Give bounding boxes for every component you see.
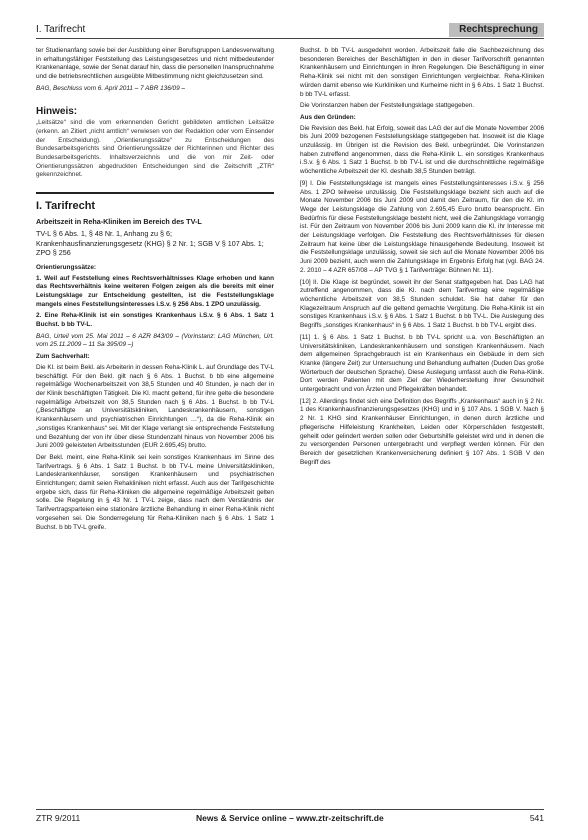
header-section-label: I. Tarifrecht [36, 24, 86, 35]
header-rule [36, 38, 544, 39]
hint-text: „Leitsätze“ sind die vom erkennenden Gericht gebildeten amtlichen Leitsätze (erkenn. an Zitiert „nicht amtlich“ verwiesen von der Redaktion oder vom Einsender der Entscheidung). „Orientierungssätze“ zu Entscheidungen des Bundesarbeitsgerichts sind Orientierungssätze der Richterinnen und Richter des Bundesarbeitsgerichts. Inhaltsverzeichnis und die von mir Zeit- oder Orientierungssätzen abgedruckten Entscheidungen sind die Zeitschrift „ZTR“ gekennzeichnet. [36, 119, 274, 179]
right-column [300, 47, 544, 470]
facts-paragraph-2: Der Bekl. meint, eine Reha-Klinik sei kein sonstiges Krankenhaus im Sinne des Tarifvertrags. § 6 Abs. 1 Satz 1 Buchst. b bb TV-L meine Universitätskliniken, Landeskrankenhäuser, sonstigen Krankenhäusern und psychiatrischen Einrichtungen; damit seien Rehakliniken nicht erfasst. Auch aus der Tarifgeschichte ergebe sich, dass für Reha-Kliniken die allgemeine regelmäßige Arbeitszeit gelten solle. Die Regelung in § 43 Nr. 1 TV-L zeige, dass nach dem Verständnis der Tarifvertragsparteien eine stationäre ärztliche Behandlung in einer Reha-Klinik nicht vorgesehen sei. Die Sonderregelung für Reha-Kliniken nach § 6 Abs. 1 Satz 1 Buchst. b bb TV-L greife. [36, 453, 274, 531]
section-title: I. Tarifrecht [36, 200, 96, 213]
footer-issue: ZTR 9/2011 [36, 813, 81, 823]
paragraph-10: [10] II. Die Klage ist begründet, soweit ihr der Senat stattgegeben hat. Das LAG hat zutreffend angenommen, dass die Kl. nach dem Tarifvertrag eine regelmäßige wöchentliche Arbeitszeit von 38,5 Stunden schuldet. Sie hat daher für den Klagezeitraum Anspruch auf die geltend gemachte Vergütung. Die Reha-Klinik ist ein sonstiges Krankenhaus i.S.v. § 6 Abs. 1 Satz 1 Buchst. b bb TV-L. Die Auslegung des Begriffs „sonstiges Krankenhaus“ in § 6 Abs. 1 Satz 1 Buchst. b bb TV-L ergibt dies. [300, 278, 544, 330]
orientation-sentence-1: 1. Weil auf Feststellung eines Rechtsverhältnisses Klage erhoben und kann das Rechtsverhältnis keine weiteren Folgen zeigen als die bereits mit einer Leistungsklage zur Entscheidung gestellten, ist die Feststellungsklage mangels eines Feststellungsinteresses i.S.v. § 256 Abs. 1 ZPO unzulässig. [36, 274, 274, 308]
header-category-tab: Rechtsprechung [449, 23, 544, 37]
article-norms: TV-L § 6 Abs. 1, § 48 Nr. 1, Anhang zu § 6; Krankenhausfinanzierungsgesetz (KHG) § 2 Nr. 1; SGB V § 107 Abs. 1; ZPO § 256 [36, 229, 264, 258]
decision-citation: BAG, Urteil vom 25. Mai 2011 – 6 AZR 843/09 – (Vorinstanz: LAG München, Urt. vom 25.11.2009 – 11 Sa 395/09 –) [36, 332, 274, 349]
paragraph-11: [11] 1. § 6 Abs. 1 Satz 1 Buchst. b bb TV-L spricht u.a. von Beschäftigten an Universitätskliniken, Landeskrankenhäusern und sonstigen Krankenhäusern. Nach dem allgemeinen Sprachgebrauch ist ein Krankenhaus ein Gebäude in dem sich Kranke (längere Zeit) zur Untersuchung und Behandlung aufhalten (Duden Das große Wörterbuch der deutschen Sprache). Diese Auslegung umfasst auch die Reha-Klinik. Dort werden Patienten mit dem Ziel der Wiederherstellung ihrer Gesundheit untergebracht und von Ärzten und Pflegekräften behandelt. [300, 333, 544, 394]
footer-page-number: 541 [529, 813, 544, 823]
facts-heading: Zum Sachverhalt: [36, 353, 90, 361]
intro-paragraph: ter Studienanfang sowie bei der Ausbildung einer Berufsgruppen Landesverwaltung in erhaltungsfähiger Feststellung des Leistungsgesetzes und nicht mitbedeutender Krankenanlage, sowie der Senat darauf hin, dass die personellen Inanspruchnahme und die betriebsrechtlichen ausgeübte Mitbestimmung nicht gleichzusetzen sind. [36, 47, 274, 81]
left-column [36, 47, 274, 535]
article-title: Arbeitszeit in Reha-Kliniken im Bereich des TV-L [36, 216, 202, 226]
page-header [36, 24, 544, 38]
footer-rule [36, 809, 544, 810]
page-footer [36, 813, 544, 825]
paragraph-12: [12] 2. Allerdings findet sich eine Definition des Begriffs „Krankenhaus“ auch in § 2 Nr. 1 des Krankenhausfinanzierungsgesetzes (KHG) und in § 107 Abs. 1 SGB V. Nach § 2 Nr. 1 KHG sind Krankenhäuser Einrichtungen, in denen durch ärztliche und pflegerische Hilfeleistung Krankheiten, Leiden oder Körperschäden festgestellt, geheilt oder gelindert werden sollen oder Geburtshilfe geleistet wird und in denen die zu versorgenden Personen untergebracht und verpflegt werden können. Für den Bereich der gesetzlichen Krankenversicherung definiert § 107 Abs. 1 SGB V den Begriff des [300, 397, 544, 466]
orientation-heading: Orientierungssätze: [36, 263, 97, 271]
hint-heading: Hinweis: [36, 105, 78, 117]
facts-paragraph-1: Die Kl. ist beim Bekl. als Arbeiterin in dessen Reha-Klinik L. auf Grundlage des TV-L beschäftigt. Für den Bekl. gilt nach § 6 Abs. 1 Buchst. b bb eine allgemeine regelmäßige Wochenarbeitszeit von 38,5 Stunden und 40 Stunden, je nach der in der Klinik beschäftigten Tätigkeit. Die Kl. macht geltend, für ihre gelte die besondere regelmäßige Arbeitszeit von 38,5 Stunden nach § 6 Abs. 1 Buchst. b bb TV-L („Beschäftigte an Universitätskliniken, Landeskrankenhäusern, sonstigen Krankenhäusern und psychiatrischen Einrichtungen …“), da die Reha-Klinik ein „sonstiges Krankenhaus“ sei. Mit der Klage verlangt sie entsprechende Feststellung und Bezahlung der von ihr über diese Stundenzahl hinaus von November 2006 bis Juni 2009 geleisteten Arbeitsstunden (EUR 2.695,45) brutto. [36, 363, 274, 450]
intro-citation: BAG, Beschluss vom 6. April 2011 – 7 ABR 136/09 – [36, 84, 185, 92]
grounds-heading: Aus den Gründen: [300, 113, 356, 121]
orientation-sentence-2: 2. Eine Reha-Klinik ist ein sonstiges Krankenhaus i.S.v. § 6 Abs. 1 Satz 1 Buchst. b bb TV-L. [36, 312, 274, 329]
continued-paragraph-2: Die Vorinstanzen haben der Feststellungsklage stattgegeben. [300, 102, 475, 110]
grounds-intro: Die Revision des Bekl. hat Erfolg, soweit das LAG der auf die Monate November 2006 bis Juni 2009 bezogenen Feststellungsklage stattgegeben hat. Insoweit ist die Klage unzulässig. Im Übrigen ist die Revision des Bekl. unbegründet. Die Vorinstanzen haben zutreffend angenommen, dass die Reha-Klinik L. ein sonstiges Krankenhaus i.S.v. § 6 Abs. 1 Satz 1 Buchst. b bb TV-L ist und die durchschnittliche regelmäßige wöchentliche Arbeitszeit der Kl. deshalb 38,5 Stunden beträgt. [300, 124, 544, 176]
section-divider [36, 192, 274, 194]
paragraph-9: [9] I. Die Feststellungsklage ist mangels eines Feststellungsinteresses i.S.v. § 256 Abs. 1 ZPO teilweise unzulässig. Die Feststellungsklage bezieht sich auch auf die Monate November 2006 bis Juni 2009 und damit den Zeitraum, für den die Kl. im Wege der Leistungsklage die Zahlung von 2.695,45 Euro brutto beansprucht. Ein Bedürfnis für diese Feststellungsklage besteht nicht, weil die Zahlungsklage vorrangig ist. Für den Zeitraum von November 2006 bis Juni 2009 kann die Kl. ihr Interesse mit der Leistungsklage verfolgen. Die Feststellung des Rechtsverhältnisses für diesen Zeitraum hat keine über die Leistungsklage hinausgehende Bedeutung. Insoweit ist die Feststellungsklage unzulässig, soweit sie sich auf die Monate November 2006 bis Juni 2009 bezieht, auch wenn die Zahlungsklage im Ergebnis Erfolg hat (vgl. BAG 24. 2. 2010 – 4 AZR 657/08 – AP TVG § 1 Tarifverträge: Bühnen Nr. 11). [300, 179, 544, 274]
footer-website: News & Service online – www.ztr-zeitschrift.de [196, 813, 384, 823]
continued-paragraph-1: Buchst. b bb TV-L ausgedehnt worden. Arbeitszeit falle die Sachbezeichnung des besonderen Bereiches der Beschäftigten in den in dieser Tarifvorschrift genannten Krankenhäusern und Einrichtungen in ihren Regelungen. Die Beschäftigung in einer Reha-Klinik sei nicht mit den sonstigen Einrichtungen vergleichbar. Reha-Kliniken würden damit ebenso wie Kurkliniken und Kurheime nicht in § 6 Abs. 1 Satz 1 Buchst. b bb TV-L erfasst. [300, 47, 544, 98]
